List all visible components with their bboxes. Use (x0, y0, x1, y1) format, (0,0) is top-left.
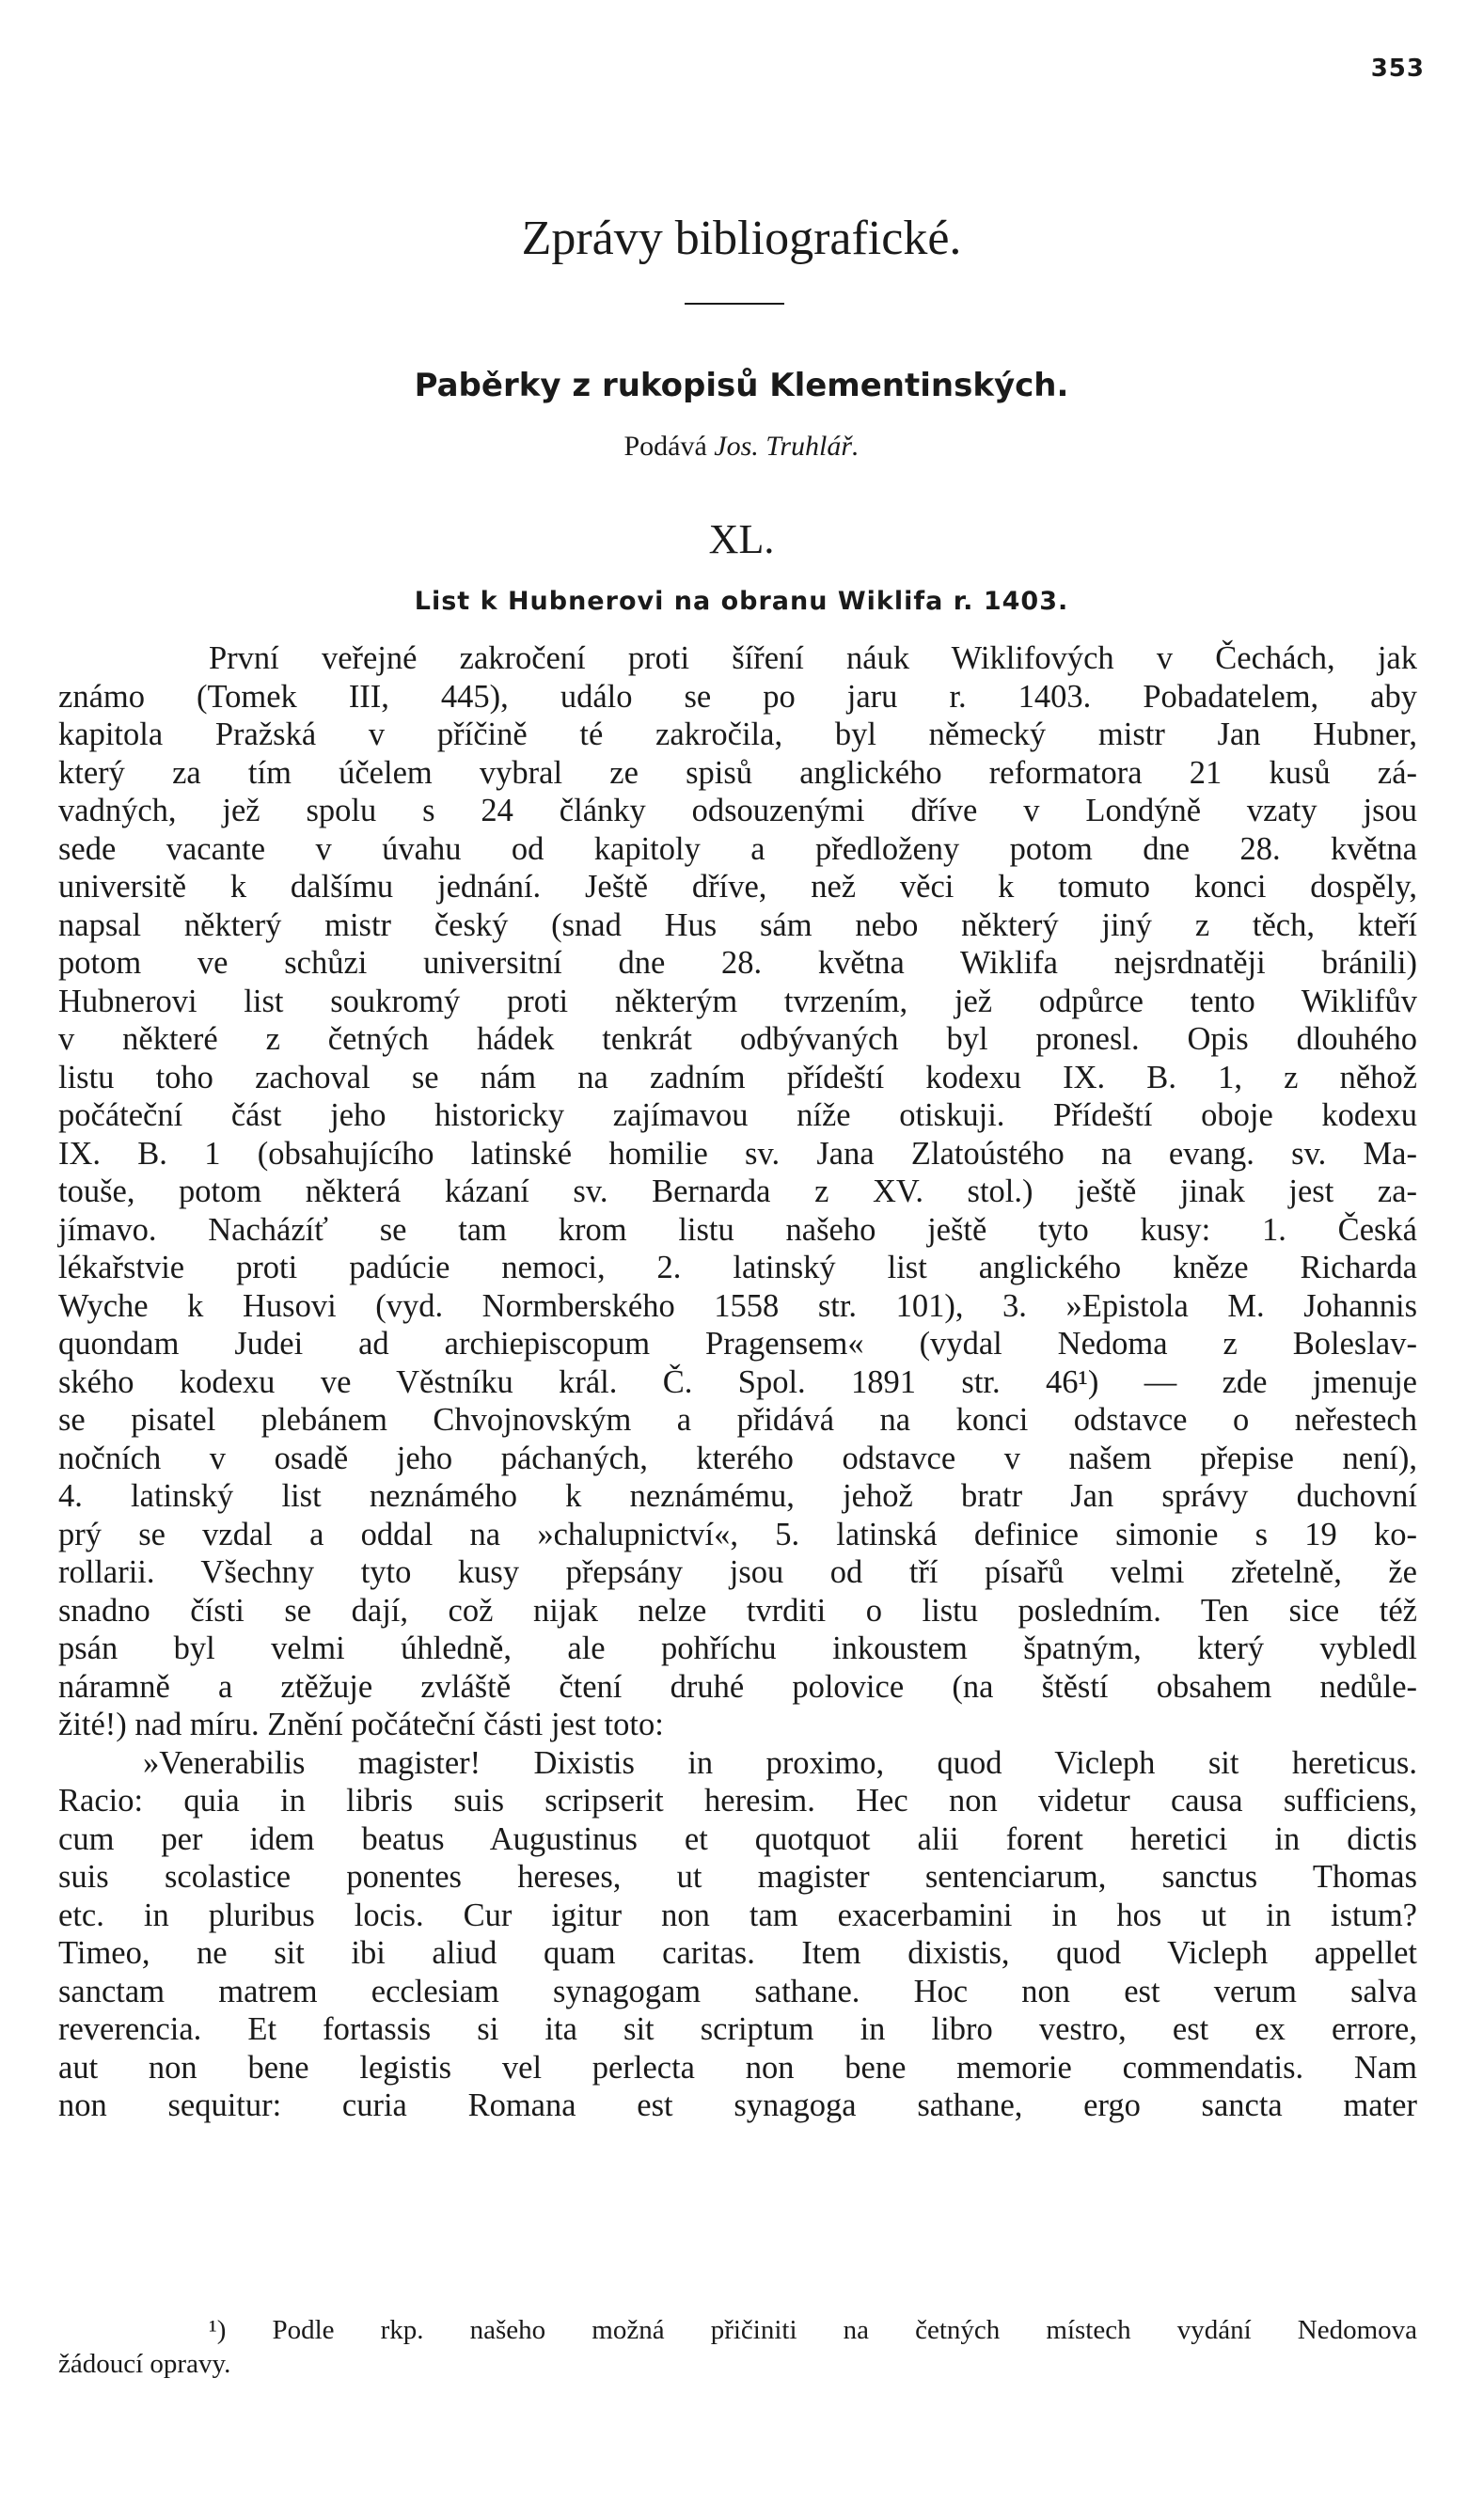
text-line: 4. latinský list neznámého k neznámému, jehož bratr Jan správy duchovní (58, 1478, 1417, 1514)
text-line: quondam Judei ad archiepiscopum Pragensem« (vydal Nedoma z Boleslav- (58, 1326, 1417, 1362)
text-line: »Venerabilis magister! Dixistis in proximo, quod Vicleph sit hereticus. (143, 1744, 1417, 1781)
article-title: Paběrky z rukopisů Klementinských. (414, 367, 1069, 404)
footnotes (58, 2313, 1417, 2381)
body-text (58, 639, 1417, 2125)
text-line: Hubnerovi list soukromý proti některým tvrzením, jež odpůrce tento Wiklifův (58, 983, 1417, 1019)
text-line: touše, potom některá kázaní sv. Bernarda z XV. stol.) ještě jinak jest za- (58, 1173, 1417, 1209)
text-line: rollarii. Všechny tyto kusy přepsány jsou od tří písařů velmi zřetelně, že (58, 1554, 1417, 1590)
text-line: sanctam matrem ecclesiam synagogam sathane. Hoc non est verum salva (58, 1973, 1417, 2009)
footnote-line: žádoucí opravy. (58, 2349, 231, 2379)
text-line: snadno čísti se dají, což nijak nelze tvrditi o listu posledním. Ten sice též (58, 1592, 1417, 1629)
text-line: etc. in pluribus locis. Cur igitur non tam exacerbamini in hos ut in istum? (58, 1897, 1417, 1933)
text-line: v některé z četných hádek tenkrát odbývaných byl pronesl. Opis dlouhého (58, 1021, 1417, 1057)
text-line: cum per idem beatus Augustinus et quotquot alii forent heretici in dictis (58, 1820, 1417, 1857)
text-line: potom ve schůzi universitní dne 28. května Wiklifa nejsrdnatěji bránili) (58, 945, 1417, 981)
text-line: lékařstvie proti padúcie nemoci, 2. latinský list anglického kněze Richarda (58, 1250, 1417, 1285)
byline-prefix: Podává (623, 431, 707, 462)
text-line: kapitola Pražská v příčině té zakročila, byl německý mistr Jan Hubner, (58, 717, 1417, 752)
text-line: IX. B. 1 (obsahujícího latinské homilie sv. Jana Zlatoústého na evang. sv. Ma- (58, 1135, 1417, 1172)
letter-subtitle: List k Hubnerovi na obranu Wiklifa r. 1403. (414, 587, 1069, 616)
text-line: Racio: quia in libris suis scripserit heresim. Hec non videtur causa sufficiens, (58, 1783, 1417, 1819)
text-line: psán byl velmi úhledně, ale pohříchu inkoustem špatným, který vybledl (58, 1630, 1417, 1666)
text-line: napsal některý mistr český (snad Hus sám nebo některý jiný z těch, kteří (58, 906, 1417, 943)
text-line: známo (Tomek III, 445), událo se po jaru r. 1403. Pobadatelem, aby (58, 678, 1417, 715)
text-line: prý se vzdal a oddal na »chalupnictví«, 5. latinská definice simonie s 19 ko- (58, 1516, 1417, 1552)
text-line: Timeo, ne sit ibi aliud quam caritas. Item dixistis, quod Vicleph appellet (58, 1935, 1417, 1971)
text-line: jímavo. Nacházíť se tam krom listu našeho ještě tyto kusy: 1. Česká (58, 1211, 1417, 1248)
page-number: 353 (1370, 55, 1425, 83)
text-line: žité!) nad míru. Znění počáteční části jest toto: (58, 1707, 664, 1742)
footnote-line: ¹) Podle rkp. našeho možná přičiniti na četných místech vydání Nedomova (209, 2315, 1417, 2345)
text-line: První veřejné zakročení proti šíření náuk Wiklifových v Čechách, jak (209, 640, 1417, 676)
text-line: aut non bene legistis vel perlecta non bene memorie commendatis. Nam (58, 2049, 1417, 2086)
title-divider (685, 303, 784, 305)
text-line: se pisatel plebánem Chvojnovským a přidává na konci odstavce o neřestech (58, 1402, 1417, 1438)
text-line: non sequitur: curia Romana est synagoga sathane, ergo sancta mater (58, 2087, 1417, 2123)
text-line: reverencia. Et fortassis si ita sit scriptum in libro vestro, est ex errore, (58, 2011, 1417, 2047)
text-line: Wyche k Husovi (vyd. Normberského 1558 str. 101), 3. »Epistola M. Johannis (58, 1287, 1417, 1324)
text-line: počáteční část jeho historicky zajímavou níže otiskuji. Přídeští oboje kodexu (58, 1097, 1417, 1133)
text-line: listu toho zachoval se nám na zadním přídeští kodexu IX. B. 1, z něhož (58, 1059, 1417, 1095)
text-line: universitě k dalšímu jednání. Ještě dříve, než věci k tomuto konci dospěly, (58, 869, 1417, 905)
text-line: suis scolastice ponentes hereses, ut magister sentenciarum, sanctus Thomas (58, 1859, 1417, 1895)
text-line: sede vacante v úvahu od kapitoly a předloženy potom dne 28. května (58, 830, 1417, 867)
text-line: který za tím účelem vybral ze spisů anglického reformatora 21 kusů zá- (58, 754, 1417, 791)
text-line: vadných, jež spolu s 24 články odsouzenými dříve v Londýně vzaty jsou (58, 793, 1417, 828)
text-line: nočních v osadě jeho páchaných, kterého odstavce v našem přepise není), (58, 1440, 1417, 1476)
text-line: náramně a ztěžuje zvláště čtení druhé polovice (na štěstí obsahem nedůle- (58, 1668, 1417, 1705)
byline (0, 431, 1483, 463)
byline-author: Jos. Truhlář. (714, 431, 860, 462)
section-title: Zprávy bibliografické. (521, 212, 962, 265)
text-line: ského kodexu ve Věstníku král. Č. Spol. 1891 str. 46¹) — zde jmenuje (58, 1363, 1417, 1400)
section-number: XL. (708, 516, 775, 562)
